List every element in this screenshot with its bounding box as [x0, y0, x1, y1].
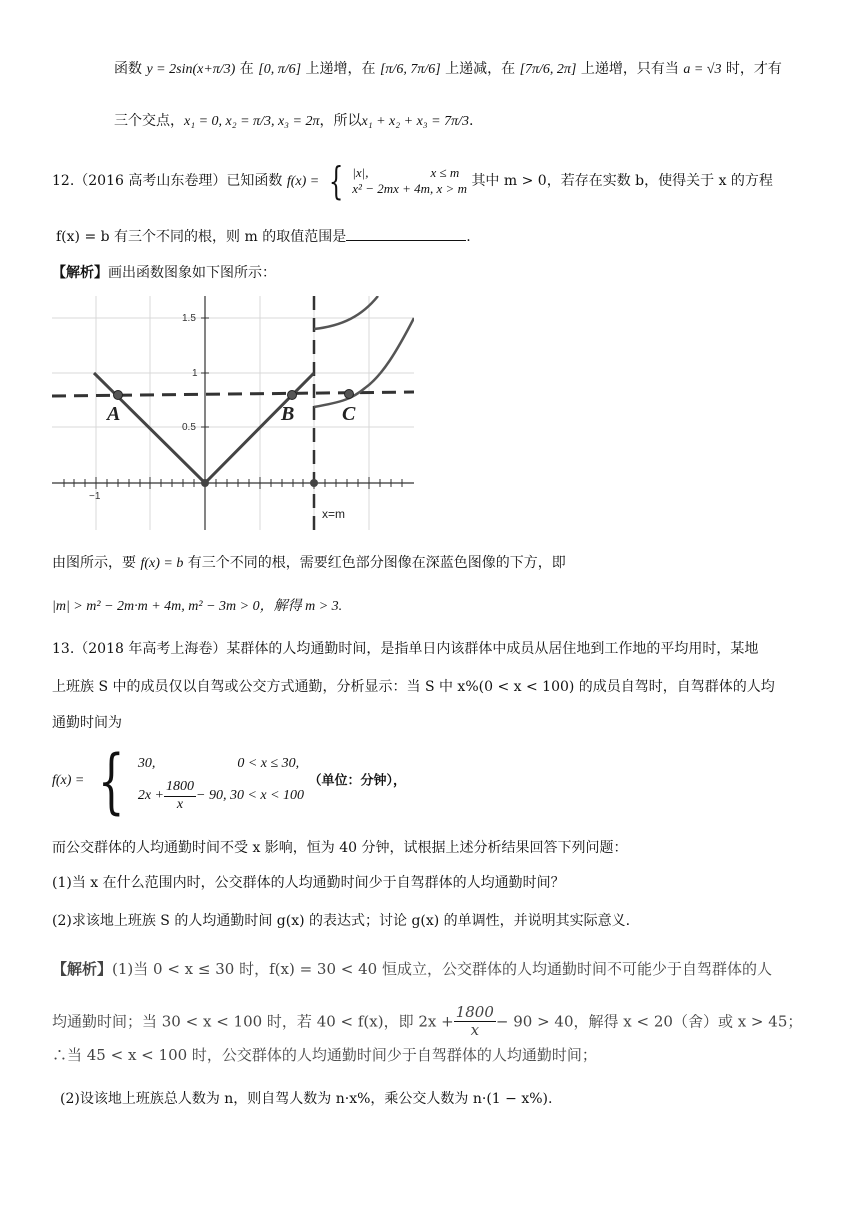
analysis-13-line-2: 均通勤时间；当 30 < x < 100 时，若 40 < f(x)，即 2x + $\frac{1800}{x}$ − 90 > 40，解得 x < 20（舍）或 x > 45；	[52, 1003, 803, 1040]
question-13-line-4: 而公交群体的人均通勤时间不受 x 影响，恒为 40 分钟，试根据上述分析结果回答下列问题：	[52, 840, 628, 856]
question-12: 12.（2016 高考山东卷理）已知函数 f(x) = { |x|, x ≤ m x² − 2mx + 4m, x > m 其中 m > 0，若存在实数 b，使得关于 x 的方程	[52, 159, 773, 203]
question-13-sub-1: (1)当 x 在什么范围内时，公交群体的人均通勤时间少于自驾群体的人均通勤时间？	[52, 875, 565, 891]
point-c	[345, 390, 354, 399]
analysis-13-line-4: (2)设该地上班族总人数为 n，则自驾人数为 n·x%，乘公交人数为 n·(1 − x%).	[60, 1091, 553, 1107]
piecewise-cases: |x|, x ≤ m x² − 2mx + 4m, x > m	[352, 164, 467, 196]
roots-expr: x₁ = 0, x₂ = π/3, x₃ = 2π	[184, 114, 320, 129]
question-13-line-2: 上班族 S 中的成员仅以自驾或公交方式通勤，分析显示：当 S 中 x%(0 < x < 100) 的成员自驾时，自驾群体的人均	[52, 679, 775, 695]
point-a	[114, 391, 123, 400]
question-source: （2016 高考山东卷理）	[74, 173, 227, 189]
fraction: $\frac{1800}{x}$	[166, 779, 194, 812]
origin-point	[201, 479, 209, 487]
analysis-13-line-3: ∴当 45 < x < 100 时，公交群体的人均通勤时间少于自驾群体的人均通勤时间；	[52, 1046, 597, 1064]
unit-note: （单位：分钟），	[308, 773, 407, 789]
piecewise-cases: 30, 0 < x ≤ 30, 2x + $\frac{1800}{x}$ − 90, 30 < x < 100	[137, 756, 305, 812]
x-equals-m-label: x=m	[322, 507, 346, 521]
analysis-12-line-1: 由图所示，要 f(x) = b 有三个不同的根，需要红色部分图像在深蓝色图像的下方，即	[52, 555, 566, 571]
brace-symbol: {	[97, 740, 125, 822]
y-tick-label: 1	[192, 368, 198, 379]
analysis-12-line-2: |m| > m² − 2m·m + 4m, m² − 3m > 0，解得 m > 3.	[52, 599, 343, 614]
y-tick-label: 0.5	[182, 422, 196, 433]
sum-expr: x₁ + x₂ + x₃ = 7π/3	[361, 114, 470, 129]
answer-blank[interactable]	[346, 226, 466, 241]
y-tick-label: 1.5	[182, 313, 196, 324]
brace-symbol: {	[328, 159, 343, 203]
analysis-12: 【解析】画出函数图象如下图所示：	[52, 265, 276, 281]
x-tick-label: −1	[89, 491, 101, 502]
interval-1: [0, π/6]	[258, 62, 302, 77]
analysis-tag: 【解析】	[52, 960, 113, 978]
solution-line-2: 三个交点，x₁ = 0, x₂ = π/3, x₃ = 2π，所以x₁ + x₂ + x₃ = 7π/3.	[114, 113, 474, 129]
point-b	[288, 391, 297, 400]
piecewise-fx: f(x) =	[286, 174, 320, 189]
piecewise-13: f(x) = { 30, 0 < x ≤ 30, 2x + $\frac{1800}{x}$ − 90, 30 < x < 100 （单位：分钟），	[52, 740, 407, 822]
interval-3: [7π/6, 2π]	[519, 62, 577, 77]
function-graph	[52, 296, 414, 530]
question-number: 12.	[52, 173, 75, 189]
a-condition: a = √3	[683, 62, 722, 77]
m-point	[310, 479, 318, 487]
question-number: 13.	[52, 641, 75, 657]
label-c: C	[342, 403, 356, 425]
question-13-sub-2: (2)求该地上班族 S 的人均通勤时间 g(x) 的表达式；讨论 g(x) 的单调性，并说明其实际意义.	[52, 913, 631, 929]
solution-line-1: 函数 y = 2sin(x+π/3) 在 [0, π/6] 上递增，在 [π/6, 7π/6] 上递减，在 [7π/6, 2π] 上递增，只有当 a = √3 时，才有	[114, 61, 782, 77]
question-13-line-3: 通勤时间为	[52, 715, 122, 731]
question-13-line-1: 13.（2018 年高考上海卷）某群体的人均通勤时间，是指单日内该群体中成员从居住地到工作地的平均用时，某地	[52, 641, 759, 657]
function-expr: y = 2sin(x+π/3)	[146, 62, 236, 77]
interval-2: [π/6, 7π/6]	[379, 62, 441, 77]
fraction: $\frac{1800}{x}$	[455, 1003, 494, 1040]
question-source: （2018 年高考上海卷）	[74, 641, 227, 657]
analysis-tag: 【解析】	[52, 265, 108, 281]
label-a: A	[107, 403, 121, 425]
analysis-13-line-1: 【解析】(1)当 0 < x ≤ 30 时，f(x) = 30 < 40 恒成立，公交群体的人均通勤时间不可能少于自驾群体的人	[52, 960, 772, 978]
question-12-line-2: f(x) = b 有三个不同的根，则 m 的取值范围是 .	[56, 226, 471, 244]
label-b: B	[281, 403, 295, 425]
